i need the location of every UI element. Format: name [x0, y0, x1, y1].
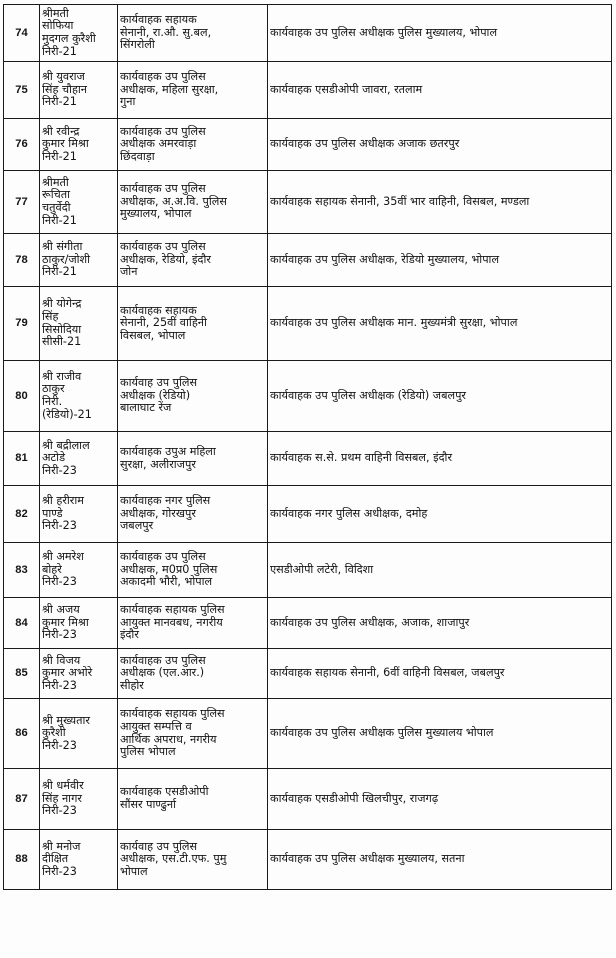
table-row: [4, 699, 612, 769]
new-posting-cell: कार्यवाहक उप पुलिस अधीक्षक, अजाक, शाजापुर: [268, 598, 612, 649]
officer-name-line: रूचिता: [42, 188, 70, 202]
serial-number: 74: [4, 5, 40, 62]
table-row: [4, 830, 612, 890]
officer-name-line: श्रीमती: [42, 175, 69, 189]
current-posting-cell: [118, 649, 268, 699]
current-posting-cell: [118, 486, 268, 543]
current-posting-cell: [118, 361, 268, 432]
current-posting-line: अधीक्षक, अ.अ.वि. पुलिस: [120, 194, 227, 208]
current-posting-cell: [118, 5, 268, 62]
current-posting-line: सुरक्षा, अलीराजपुर: [120, 457, 196, 471]
officer-name-line: श्री धर्मवीर: [42, 779, 84, 793]
current-posting-cell: [118, 171, 268, 234]
current-posting-line: इंदौर: [120, 628, 139, 642]
officer-name-line: कुमार मिश्रा: [42, 615, 89, 629]
officer-name-line: निरी-21: [42, 149, 77, 163]
officer-name-line: अटोडे: [42, 451, 66, 465]
officer-name-cell: [40, 171, 118, 234]
new-posting-cell: कार्यवाहक सहायक सेनानी, 6वीं वाहिनी विसबल, जबलपुर: [268, 649, 612, 699]
table-row: [4, 361, 612, 432]
current-posting-cell: [118, 699, 268, 769]
officer-name-line: सिंह चौहान: [42, 82, 88, 96]
current-posting-line: विसबल, भोपाल: [120, 328, 186, 342]
officer-name-line: निरी-21: [42, 265, 77, 279]
current-posting-line: छिंदवाड़ा: [120, 149, 155, 163]
serial-number: 78: [4, 234, 40, 287]
current-posting-line: सेनानी, 25वीं वाहिनी: [120, 316, 207, 330]
current-posting-cell: [118, 62, 268, 119]
officer-name-cell: [40, 649, 118, 699]
new-posting-cell: एसडीओपी लटेरी, विदिशा: [268, 543, 612, 598]
serial-number: 86: [4, 699, 40, 769]
current-posting-line: सेनानी, रा.औ. सु.बल,: [120, 25, 212, 39]
officer-name-line: सिंह नागर: [42, 791, 82, 805]
current-posting-line: मुख्यालय, भोपाल: [120, 207, 192, 221]
officer-name-line: सीसी-21: [42, 335, 82, 349]
officer-name-line: श्री योगेन्द्र: [42, 297, 82, 311]
current-posting-line: कार्यवाह उप पुलिस: [120, 376, 198, 390]
serial-number: 88: [4, 830, 40, 890]
officer-name-line: सिसोदिया: [42, 322, 82, 336]
table-row: [4, 119, 612, 171]
current-posting-line: जबलपुर: [120, 519, 154, 533]
table-row: [4, 432, 612, 486]
officer-name-line: ठाकुर: [42, 382, 65, 396]
officer-name-line: निरी-23: [42, 738, 77, 752]
table-row: [4, 649, 612, 699]
new-posting-cell: कार्यवाहक उप पुलिस अधीक्षक पुलिस मुख्यालय भोपाल: [268, 699, 612, 769]
officer-name-line: पाण्डे: [42, 506, 63, 520]
officer-name-line: श्री युवराज: [42, 70, 85, 84]
current-posting-line: कार्यवाहक उपुअ महिला: [120, 444, 216, 458]
officer-name-cell: [40, 234, 118, 287]
officer-name-line: श्री मनोज: [42, 839, 81, 853]
table-row: [4, 287, 612, 361]
officer-name-cell: [40, 119, 118, 171]
officer-name-line: श्री संगीता: [42, 240, 83, 254]
officer-name-line: निरी-23: [42, 864, 77, 878]
current-posting-line: कार्यवाहक एसडीओपी: [120, 785, 209, 799]
transfer-order-table: [3, 4, 612, 890]
officer-name-cell: [40, 287, 118, 361]
current-posting-line: कार्यवाहक उप पुलिस: [120, 124, 206, 138]
new-posting-cell: कार्यवाहक उप पुलिस अधीक्षक (रेडियो) जबलपुर: [268, 361, 612, 432]
current-posting-line: जोन: [120, 265, 138, 279]
officer-name-line: मुदगल कुरैशी: [42, 32, 96, 45]
officer-name-cell: [40, 543, 118, 598]
officer-name-line: चतुर्वेदी: [42, 201, 71, 214]
current-posting-line: कार्यवाहक नगर पुलिस: [120, 494, 211, 508]
serial-number: 84: [4, 598, 40, 649]
current-posting-cell: [118, 287, 268, 361]
serial-number: 75: [4, 62, 40, 119]
current-posting-line: अधीक्षक, महिला सुरक्षा,: [120, 82, 219, 96]
current-posting-line: कार्यवाहक सहायक पुलिस: [120, 603, 225, 617]
officer-name-line: (रेडियो)-21: [42, 407, 92, 421]
serial-number: 85: [4, 649, 40, 699]
new-posting-cell: कार्यवाहक उप पुलिस अधीक्षक, रेडियो मुख्यालय, भोपाल: [268, 234, 612, 287]
officer-name-cell: [40, 432, 118, 486]
current-posting-line: कार्यवाहक उप पुलिस: [120, 182, 206, 196]
current-posting-line: पुलिस भोपाल: [120, 745, 176, 759]
new-posting-cell: कार्यवाहक एसडीओपी जावरा, रतलाम: [268, 62, 612, 119]
current-posting-line: आयुक्त सम्पत्ति व: [120, 719, 192, 733]
current-posting-cell: [118, 598, 268, 649]
current-posting-line: कार्यवाहक सहायक: [120, 13, 197, 27]
current-posting-line: कार्यवाहक उप पुलिस: [120, 653, 206, 667]
current-posting-line: कार्यवाहक उप पुलिस: [120, 70, 206, 84]
officer-name-cell: [40, 486, 118, 543]
officer-name-line: निरी.: [42, 395, 63, 408]
current-posting-line: कार्यवाहक सहायक पुलिस: [120, 707, 225, 721]
current-posting-line: सीहोर: [120, 678, 144, 692]
officer-name-line: निरी-23: [42, 463, 77, 477]
officer-name-cell: [40, 699, 118, 769]
officer-name-line: कुरैशी: [42, 726, 66, 740]
serial-number: 76: [4, 119, 40, 171]
current-posting-line: अधीक्षक अमरवाड़ा: [120, 137, 197, 151]
new-posting-cell: कार्यवाहक नगर पुलिस अधीक्षक, दमोह: [268, 486, 612, 543]
table-row: [4, 234, 612, 287]
officer-name-line: निरी-23: [42, 575, 77, 589]
current-posting-line: सिंगरोली: [120, 38, 155, 52]
serial-number: 82: [4, 486, 40, 543]
officer-name-line: निरी-23: [42, 519, 77, 533]
current-posting-cell: [118, 432, 268, 486]
current-posting-line: कार्यवाह उप पुलिस: [120, 839, 198, 853]
officer-name-line: दीक्षित: [42, 852, 69, 866]
current-posting-line: अधीक्षक, एस.टी.एफ. पुमु: [120, 852, 227, 866]
table-row: [4, 543, 612, 598]
new-posting-cell: कार्यवाहक उप पुलिस अधीक्षक मान. मुख्यमंत्री सुरक्षा, भोपाल: [268, 287, 612, 361]
current-posting-line: अधीक्षक, रेडियो, इंदौर: [120, 252, 211, 266]
officer-name-cell: [40, 769, 118, 830]
officer-name-line: निरी-21: [42, 213, 77, 227]
officer-name-line: बोहरे: [42, 562, 62, 576]
officer-name-line: श्री हरीराम: [42, 494, 84, 508]
current-posting-line: कार्यवाहक उप पुलिस: [120, 240, 206, 254]
officer-name-line: श्री बद्रीलाल: [42, 438, 90, 452]
current-posting-line: आयुक्त मानवबध, नगरीय: [120, 615, 223, 629]
current-posting-cell: [118, 830, 268, 890]
current-posting-cell: [118, 543, 268, 598]
officer-name-line: ठाकुर/जोशी: [42, 252, 91, 266]
current-posting-line: अधीक्षक (रेडियो): [120, 388, 191, 402]
officer-name-line: श्री रवीन्द्र: [42, 124, 80, 138]
serial-number: 80: [4, 361, 40, 432]
officer-name-line: कुमार अभोरे: [42, 666, 93, 680]
current-posting-cell: [118, 234, 268, 287]
new-posting-cell: कार्यवाहक उप पुलिस अधीक्षक अजाक छतरपुर: [268, 119, 612, 171]
table-row: [4, 171, 612, 234]
current-posting-cell: [118, 119, 268, 171]
officer-name-line: कुमार मिश्रा: [42, 137, 89, 151]
current-posting-line: अकादमी भौरी, भोपाल: [120, 575, 213, 589]
officer-name-line: सिंह: [42, 309, 59, 323]
officer-name-cell: [40, 62, 118, 119]
new-posting-cell: कार्यवाहक उप पुलिस अधीक्षक मुख्यालय, सतना: [268, 830, 612, 890]
officer-name-line: श्री विजय: [42, 653, 81, 667]
officer-name-line: श्री अमरेश: [42, 550, 84, 564]
serial-number: 83: [4, 543, 40, 598]
officer-name-line: श्रीमती: [42, 6, 69, 20]
current-posting-line: गुना: [120, 95, 136, 109]
current-posting-line: अधीक्षक (एल.आर.): [120, 666, 205, 680]
current-posting-line: भोपाल: [120, 864, 148, 878]
new-posting-cell: कार्यवाहक स.से. प्रथम वाहिनी विसबल, इंदौर: [268, 432, 612, 486]
officer-name-line: निरी-21: [42, 44, 77, 58]
current-posting-line: आर्थिक अपराध, नगरीय: [120, 732, 217, 746]
current-posting-line: अधीक्षक, म0प्र0 पुलिस: [120, 562, 218, 576]
new-posting-cell: कार्यवाहक एसडीओपी खिलचीपुर, राजगढ़: [268, 769, 612, 830]
officer-name-cell: [40, 598, 118, 649]
current-posting-line: कार्यवाहक उप पुलिस: [120, 550, 206, 564]
serial-number: 79: [4, 287, 40, 361]
table-row: [4, 769, 612, 830]
officer-name-line: निरी-23: [42, 678, 77, 692]
new-posting-cell: कार्यवाहक सहायक सेनानी, 35वीं भार वाहिनी, विसबल, मण्डला: [268, 171, 612, 234]
new-posting-cell: कार्यवाहक उप पुलिस अधीक्षक पुलिस मुख्यालय, भोपाल: [268, 5, 612, 62]
serial-number: 81: [4, 432, 40, 486]
officer-name-line: निरी-21: [42, 95, 77, 109]
officer-name-cell: [40, 361, 118, 432]
current-posting-line: बालाघाट रेंज: [120, 401, 172, 415]
table-row: [4, 598, 612, 649]
table-row: [4, 486, 612, 543]
serial-number: 77: [4, 171, 40, 234]
current-posting-line: कार्यवाहक सहायक: [120, 303, 197, 317]
officer-name-line: निरी-23: [42, 628, 77, 642]
current-posting-cell: [118, 769, 268, 830]
table-row: [4, 62, 612, 119]
officer-name-line: श्री राजीव: [42, 369, 82, 383]
officer-name-cell: [40, 830, 118, 890]
officer-name-line: श्री मुख्यतार: [42, 713, 90, 727]
officer-name-cell: [40, 5, 118, 62]
current-posting-line: सौंसर पाण्ढुर्ना: [120, 798, 177, 811]
officer-name-line: निरी-23: [42, 804, 77, 818]
table-row: [4, 5, 612, 62]
officer-name-line: श्री अजय: [42, 603, 80, 617]
officer-name-line: सोफिया: [42, 19, 74, 33]
table-body: [4, 5, 612, 890]
serial-number: 87: [4, 769, 40, 830]
current-posting-line: अधीक्षक, गोरखपुर: [120, 506, 196, 520]
